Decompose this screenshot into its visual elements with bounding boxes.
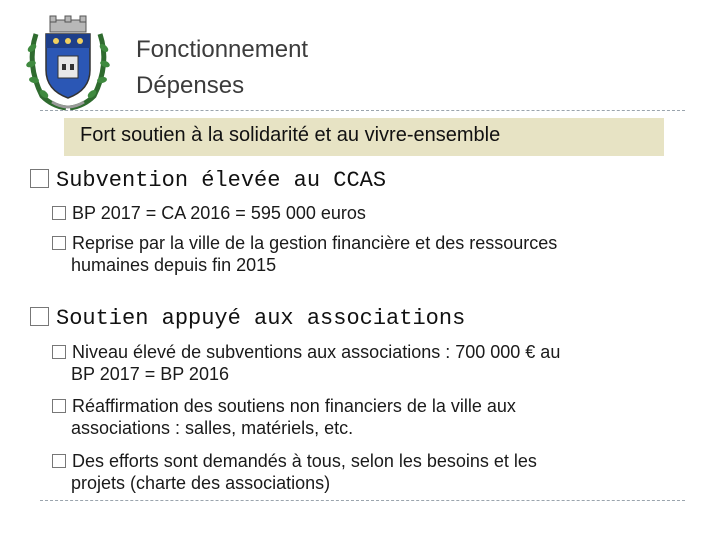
checkbox-icon <box>30 307 49 326</box>
list-item: Réaffirmation des soutiens non financiers de la ville aux associations : salles, matériels, etc. <box>52 395 516 439</box>
checkbox-icon <box>52 345 66 359</box>
section-heading-ccas: Subvention élevée au CCAS <box>30 168 386 193</box>
top-divider <box>40 110 685 111</box>
coat-of-arms-icon <box>22 14 114 114</box>
banner-text: Fort soutien à la solidarité et au vivre-ensemble <box>80 124 501 146</box>
list-item: BP 2017 = CA 2016 = 595 000 euros <box>52 202 366 224</box>
bottom-divider <box>40 500 685 501</box>
checkbox-icon <box>52 206 66 220</box>
checkbox-icon <box>52 399 66 413</box>
checkbox-icon <box>52 236 66 250</box>
page-title: Fonctionnement <box>136 36 309 63</box>
section-heading-associations: Soutien appuyé aux associations <box>30 306 465 331</box>
checkbox-icon <box>52 454 66 468</box>
checkbox-icon <box>30 169 49 188</box>
list-item: Des efforts sont demandés à tous, selon les besoins et les projets (charte des associations) <box>52 450 537 494</box>
list-item: Reprise par la ville de la gestion financière et des ressources humaines depuis fin 2015 <box>52 232 557 276</box>
list-item: Niveau élevé de subventions aux associations : 700 000 € au BP 2017 = BP 2016 <box>52 341 560 385</box>
page-subtitle: Dépenses <box>136 72 245 99</box>
